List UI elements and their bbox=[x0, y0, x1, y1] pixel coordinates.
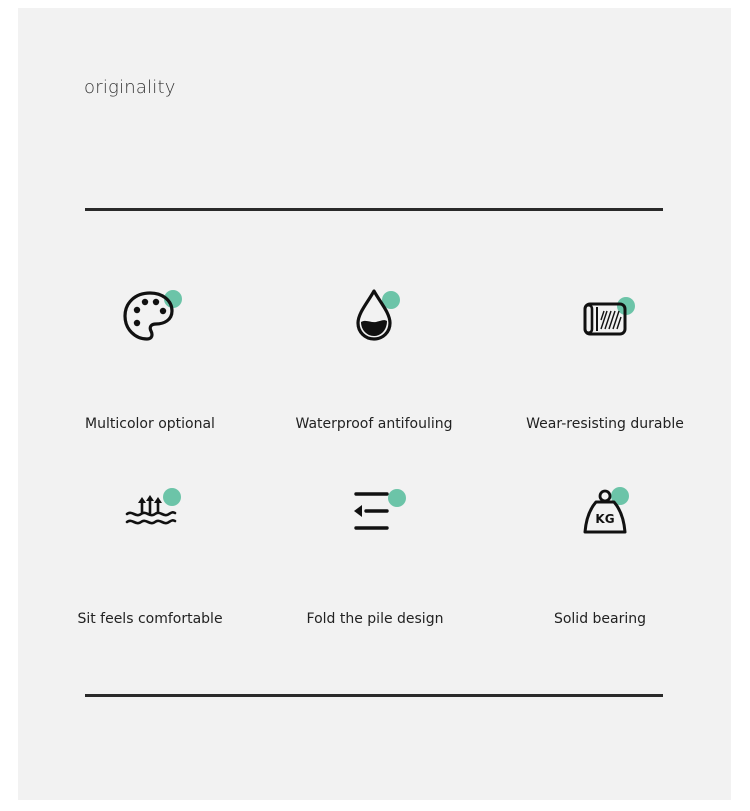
fold-lines-icon bbox=[340, 480, 410, 550]
feature-label: Waterproof antifouling bbox=[295, 416, 453, 432]
page-title: originality bbox=[84, 77, 176, 98]
kg-text: KG bbox=[595, 512, 615, 526]
comfort-waves-icon bbox=[115, 480, 185, 550]
bottom-divider bbox=[85, 694, 663, 697]
feature-wear-resisting bbox=[495, 282, 715, 432]
feature-solid-bearing bbox=[490, 480, 710, 627]
weight-kg-icon bbox=[565, 480, 635, 550]
fabric-roll-icon bbox=[570, 282, 640, 352]
feature-label: Solid bearing bbox=[553, 611, 647, 627]
feature-label: Multicolor optional bbox=[85, 416, 215, 432]
top-divider bbox=[85, 208, 663, 211]
palette-icon bbox=[115, 282, 185, 352]
feature-label: Wear-resisting durable bbox=[526, 416, 684, 432]
content-panel bbox=[18, 8, 731, 800]
feature-label: Fold the pile design bbox=[306, 611, 444, 627]
feature-label: Sit feels comfortable bbox=[77, 611, 223, 627]
feature-waterproof bbox=[264, 282, 484, 432]
feature-comfortable bbox=[40, 480, 260, 627]
feature-fold-pile bbox=[265, 480, 485, 627]
water-drop-icon bbox=[339, 282, 409, 352]
feature-multicolor bbox=[40, 282, 260, 432]
